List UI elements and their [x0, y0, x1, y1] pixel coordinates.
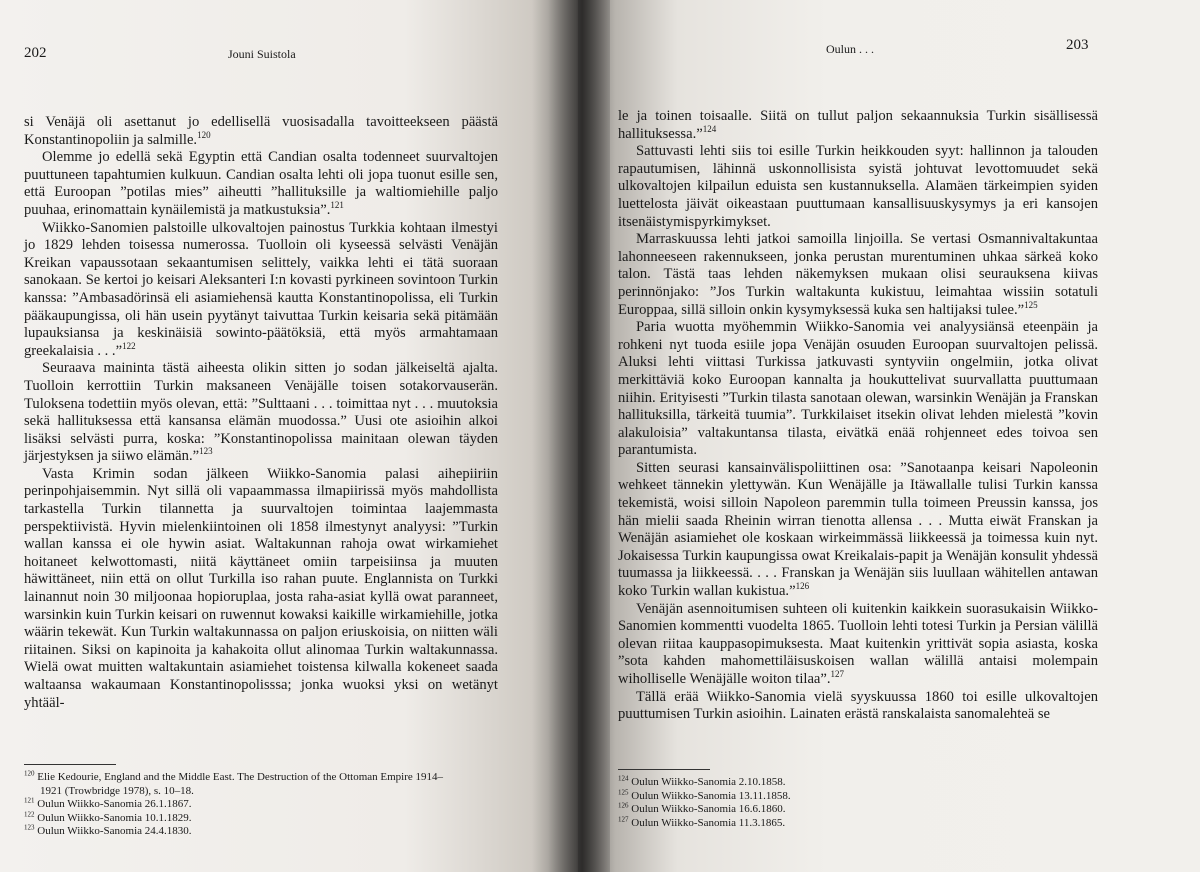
page-number-left: 202	[24, 45, 47, 61]
paragraph	[618, 143, 1098, 231]
footnote-line	[24, 825, 443, 839]
running-head-left: Jouni Suistola	[228, 47, 296, 61]
footnote-number: 121	[24, 796, 35, 805]
footnote-reference: 121	[330, 200, 344, 211]
footnote-text: Elie Kedourie, England and the Middle East. The Destruction of the Ottoman Empire 1914–	[37, 771, 444, 783]
footnote-line	[618, 803, 791, 817]
paragraph	[24, 114, 498, 149]
paragraph	[618, 601, 1098, 689]
footnote-line	[24, 812, 443, 826]
footnote-reference: 123	[199, 446, 213, 457]
footnote-line	[618, 817, 791, 831]
paragraph	[24, 220, 498, 361]
footnote-line	[24, 785, 443, 799]
footnote-number: 125	[618, 787, 629, 796]
paragraph-text: Vasta Krimin sodan jälkeen Wiikko-Sanomia palasi aihepiiriin perinpohjaisemmin. Nyt sillä oli vapaammassa ilmapiirissä myös mahdollista tarkastella Turkin tilannetta ja suurvaltojen toimintaa laajemmasta perspektiivistä. Hyvin mielenkiintoinen oli 1858 ilmestynyt analyysi: ”Turkin wallan kanssa ei ole hywin asiat. Waltakunnan rahoja owat wirkamiehet hoitaneet kelwottomasti, niitä käyttäneet omiin tarpeisiinsa ja muuten häwittäneet, niin että on ollut Turkilla iso rahan puute. Englannista on Turkki lainannut noin 30 miljoonaa hopioruplaa, josta raha-asiat kyllä owat paranneet, warsinkin kuin Turkin keisari on ruwennut kowaksi kaikille wirkamiehille, jotka wäärin tekewät. Kun Turkin waltakunnassa on paljon eriuskoisia, on niitten wäli riitainen. Siksi on kapinoita ja kahakoita ollut alinomaa Turkin waltakunnassa. Wielä owat muitten waltakuntain asiamiehet toistensa kilwalla kokeneet saada waltaansa wakaumaan Konstantinopolisssa; jonka wuoksi yksi on wetänyt yhtääl-	[24, 465, 498, 711]
footnote-line	[24, 771, 443, 785]
page-number-right: 203	[1066, 37, 1089, 53]
paragraph	[618, 108, 1098, 143]
footnote-text: Oulun Wiikko-Sanomia 11.3.1865.	[631, 816, 786, 829]
footnote-number: 122	[24, 810, 35, 819]
paragraph-text: Wiikko-Sanomien palstoille ulkovaltojen painostus Turkkia kohtaan ilmestyi jo 1829 lehden toisessa numerossa. Tuolloin oli kyseessä selvästi Venäjän Kreikan vapaussotaan sekaantumisen selittely, vaikka lehti ei tätä suoraan sanokaan. Se kertoi jo keisari Aleksanteri I:n kovasti pyrkineen sovintoon Turkin kanssa: ”Ambasadörinsä eli asiamiehensä kautta Konstantinopolissa, eli Turkin pääkaupungissa, oli hän usein pyytänyt taivuttaa Turkin keisaria sekä pitämään lupauksiansa ja keskinäisiä sowinto-päätöksiä, että myös armahtamaan greekalaisia . . .”	[24, 219, 498, 359]
footnote-reference: 126	[795, 581, 810, 592]
paragraph-text: Sitten seurasi kansainvälispoliittinen osa: ”Sanotaanpa keisari Napoleonin wehkeet tännekin ylettywän. Kun Wenäjälle ja Itäwallalle tulisi Turkin kanssa tekemistä, woisi silloin Napoleon paremmin tulla toimeen Preussin kanssa, jos hän mielii saada Rheinin wirran tienotta allensa . . . Mutta eiwät Franskan ja Wenäjän asiamiehet ole koskaan wirkeimmässä liikkeessä ja toimessa kuin nyt. Jokaisessa Turkin kaupungissa owat Kreikalais-papit ja Wenäjän konsulit yhdessä tuumassa ja liikkeessä. . . . Franskan ja Wenäjän siis luullaan wähitellen antawan koko Turkin wallan kukistua.”	[618, 459, 1098, 600]
footnote-number: 124	[618, 774, 629, 783]
footnote-rule-right	[618, 769, 710, 770]
left-body-text	[24, 114, 498, 712]
paragraph-text: Venäjän asennoitumisen suhteen oli kuitenkin kaikkein suorasukaisin Wiikko-Sanomien kommentti vuodelta 1865. Tuolloin lehti totesi Turkin ja Persian välillä olevan riitaa kauppasopimuksesta. Maat kuitenkin yrittivät sopia asiasta, koska ”sota kahden mahomettiläisuskoisen wallan wälillä antaisi molempain wiholliselle Wenäjälle woiton tilaa”.	[618, 600, 1098, 687]
paragraph	[24, 149, 498, 219]
paragraph-text: Tällä erää Wiikko-Sanomia vielä syyskuussa 1860 toi esille ulkovaltojen puuttumisen Turkin asioihin. Lainaten erästä ranskalaista sanomalehteä se	[618, 688, 1098, 723]
footnote-text: Oulun Wiikko-Sanomia 2.10.1858.	[631, 776, 786, 788]
footnote-number: 126	[618, 801, 629, 810]
paragraph-text: Olemme jo edellä sekä Egyptin että Candian osalta todenneet suurvaltojen puuttuneen tapahtumien kulkuun. Candian osalta lehti oli jopa tuonut esille sen, että Euroopan ”potilas mies” aiheutti ”hallituksille ja waltiomiehille paljo puuhaa, erinomattain kynäilemistä ja matkustuksia”.	[24, 149, 498, 218]
footnote-reference: 122	[122, 340, 136, 351]
footnote-text: Oulun Wiikko-Sanomia 16.6.1860.	[631, 803, 786, 816]
running-head-right: Oulun . . .	[826, 42, 874, 56]
footnote-line	[618, 776, 791, 790]
paragraph	[618, 689, 1098, 724]
right-body-text	[618, 108, 1098, 724]
footnote-number: 120	[24, 769, 35, 778]
footnote-text: Oulun Wiikko-Sanomia 13.11.1858.	[631, 789, 791, 802]
left-page	[0, 0, 578, 872]
footnote-number: 123	[24, 823, 35, 832]
paragraph	[618, 319, 1098, 460]
footnote-text: Oulun Wiikko-Sanomia 10.1.1829.	[37, 811, 192, 824]
footnote-reference: 125	[1024, 299, 1038, 310]
paragraph	[24, 360, 498, 466]
footnote-text: Oulun Wiikko-Sanomia 26.1.1867.	[37, 798, 192, 811]
paragraph	[618, 460, 1098, 601]
footnote-number: 127	[618, 815, 629, 824]
paragraph-text: Seuraava maininta tästä aiheesta olikin sitten jo sodan jälkeiseltä ajalta. Tuolloin kerrottiin Turkin maksaneen Venäjälle toisen sotakorvauserän. Tuloksena todettiin myös olevan, että: ”Sulttaani . . . toimittaa nyt . . . muutoksia sekä hallituksessa että kansansa elämän muodossa.” Uusi ote asioihin alkoi lisäksi selvästi purra, koska: ”Konstantinopolissa mainitaan olewan täyden järjestyksen ja siiwo elämän.”	[24, 360, 498, 465]
footnote-rule-left	[24, 764, 116, 765]
left-footnotes	[24, 771, 443, 839]
footnote-line	[618, 787, 791, 804]
paragraph-text: Marraskuussa lehti jatkoi samoilla linjoilla. Se vertasi Osmannivaltakuntaa lahonneeseen rakennukseen, jonka perustan murentuminen uhkaa särkeä koko talon. Tästä taas lehden näkemyksen mukaan olisi seurauksena kiivas perinnönjako: ”Jos Turkin waltakunta kukistuu, leimahtaa wissiin sotatuli Europpaa, sillä silloin onkin kysymyksessä kuka sen haltijaksi tulee.”	[618, 231, 1098, 318]
footnote-reference: 124	[702, 123, 717, 134]
paragraph-text: Sattuvasti lehti siis toi esille Turkin heikkouden syyt: hallinnon ja talouden rapautumisen, lähinnä uskonnollisista syistä johtuvat levottomuudet sekä ulkovaltojen kilpailun eduista sen kustannuksella. Alamäen tärkeimpien syiden luettelosta jäivät oikeastaan puuttumaan kansallisuuskysymys ja eri kansojen itsenäistymispyrkimykset.	[618, 143, 1098, 230]
paragraph-text: si Venäjä oli asettanut jo edellisellä vuosisadalla tavoitteekseen päästä Konstantinopoliin ja salmille.	[24, 114, 498, 148]
right-footnotes	[618, 776, 791, 830]
footnote-reference: 127	[830, 669, 845, 680]
paragraph-text: le ja toinen toisaalle. Siitä on tullut paljon sekaannuksia Turkin sisällisessä hallituksessa.”	[618, 108, 1098, 142]
footnote-text: 1921 (Trowbridge 1978), s. 10–18.	[40, 784, 194, 797]
paragraph	[24, 466, 498, 712]
footnote-line	[24, 798, 443, 812]
right-page	[578, 0, 1200, 872]
footnote-text: Oulun Wiikko-Sanomia 24.4.1830.	[37, 825, 192, 838]
paragraph-text: Paria wuotta myöhemmin Wiikko-Sanomia vei analyysiänsä eteenpäin ja rohkeni nyt tuoda esiile jopa Venäjän osuuden Euroopan suurvaltojen pelissä. Aluksi lehti viittasi Turkissa jatkuvasti syntyviin ongelmiin, jotka olivat merkittäviä koko Euroopan kannalta ja houkuttelivat suurvallatta puuttumaan niihin. Erityisesti ”Turkin tilasta sanotaan olewan, warsinkin Wenäjän ja Franskan hallituksilla, tärkeitä tuumia”. Turkkilaiset itsekin olivat lehden mielestä ”kovin alakuloisia” valtakuntansa tilasta, eivätkä enää rohjenneet edes toivoa sen parantumista.	[618, 319, 1098, 459]
footnote-reference: 120	[197, 129, 211, 140]
paragraph	[618, 231, 1098, 319]
